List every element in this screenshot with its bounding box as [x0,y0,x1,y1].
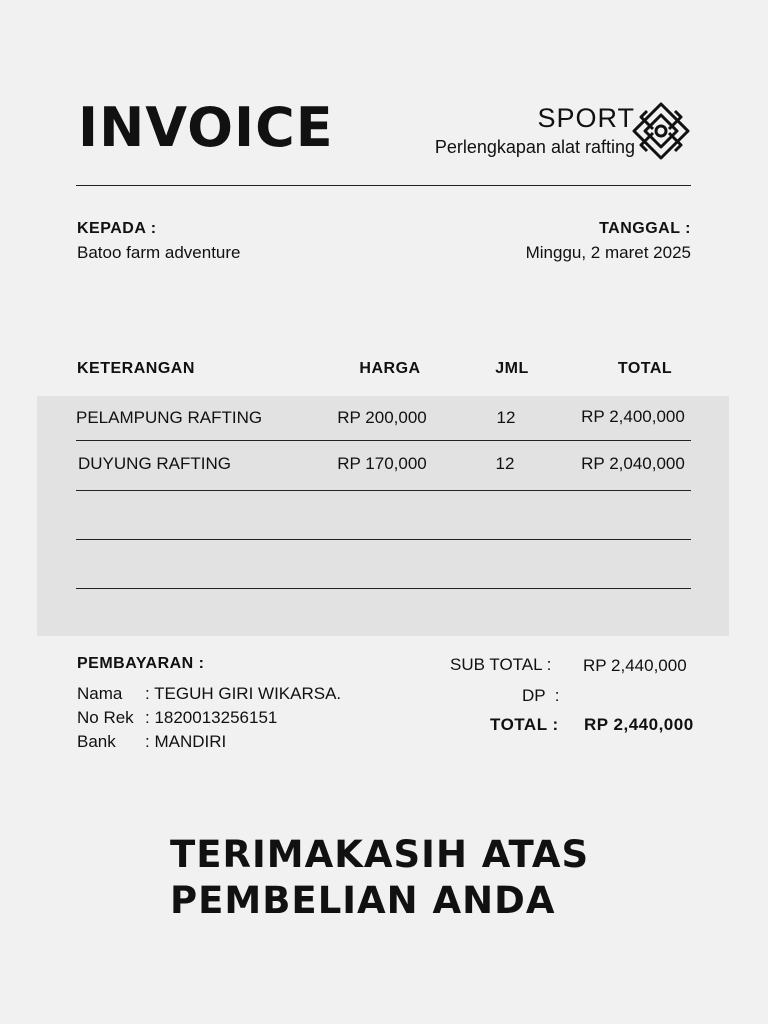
total-value: RP 2,440,000 [584,715,694,734]
payment-account-label: No Rek [77,708,134,727]
table-row [0,408,768,432]
table-row [0,454,768,478]
date-label: TANGGAL : [599,220,691,237]
column-header-price: HARGA [359,360,421,377]
date-value: Minggu, 2 maret 2025 [525,243,691,262]
brand-tagline: Perlengkapan alat rafting [434,137,635,157]
row-divider [76,440,691,441]
column-header-description: KETERANGAN [77,360,195,377]
row-price: RP 170,000 [337,454,427,473]
row-description: DUYUNG RAFTING [78,454,231,473]
row-total: RP 2,400,000 [581,407,685,426]
row-divider [76,539,691,540]
row-divider [76,490,691,491]
payment-name-label: Nama [77,684,123,703]
row-price: RP 200,000 [337,408,427,427]
brand-logo-icon [631,101,691,161]
header-divider [76,185,691,186]
subtotal-label: SUB TOTAL : [450,655,552,674]
column-header-total: TOTAL [617,360,673,377]
payment-bank-value: : MANDIRI [145,732,227,751]
payment-label: PEMBAYARAN : [77,655,205,672]
dp-label: DP : [522,686,560,705]
thank-you-line-2: PEMBELIAN ANDA [170,879,556,922]
row-qty: 12 [496,408,516,427]
to-label: KEPADA : [77,220,157,237]
row-qty: 12 [495,454,515,473]
payment-bank-label: Bank [77,732,116,751]
row-total: RP 2,040,000 [581,454,685,473]
total-label: TOTAL : [490,715,559,734]
payment-name-value: : TEGUH GIRI WIKARSA. [145,684,342,703]
payment-account-value: : 1820013256151 [145,708,278,727]
to-value: Batoo farm adventure [77,243,241,262]
thank-you-message [170,832,589,924]
invoice-title: INVOICE [78,96,334,159]
column-header-qty: JML [495,360,529,377]
brand-block [400,102,635,160]
thank-you-line-1: TERIMAKASIH ATAS [170,833,590,876]
items-table-body [37,396,729,636]
row-divider [76,588,691,589]
subtotal-value: RP 2,440,000 [583,656,687,675]
brand-name: SPORT [537,103,635,133]
row-description: PELAMPUNG RAFTING [76,408,263,427]
